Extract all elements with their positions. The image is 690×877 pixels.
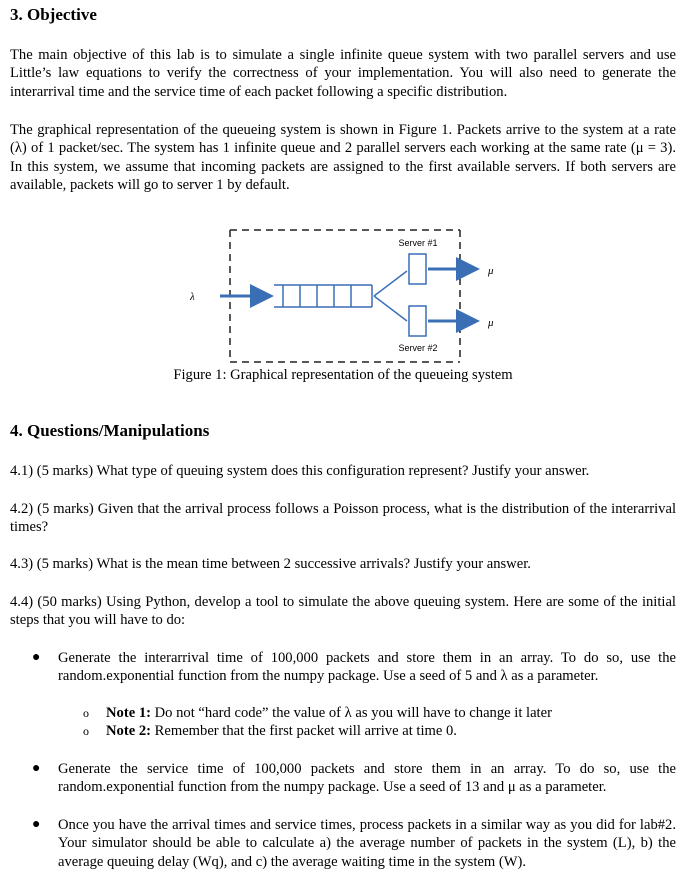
question-4-3: 4.3) (5 marks) What is the mean time between 2 successive arrivals? Justify your answer. — [10, 556, 531, 572]
server-1-label: Server #1 — [398, 238, 438, 248]
section-3-heading: 3. Objective — [10, 5, 97, 24]
list-item: o Note 1: Do not “hard code” the value of λ as you will have to change it later — [83, 705, 552, 721]
figure-caption: Figure 1: Graphical representation of the queueing system — [173, 367, 513, 383]
queue-diagram — [10, 224, 676, 374]
hollow-bullet-icon: o — [83, 706, 89, 720]
server-2-box — [409, 306, 426, 336]
list-item: ● Generate the service time of 100,000 packets and store them in an array. To do so, use the random.exponential function from the numpy package. Use a seed of 13 and μ as a parameter. — [32, 761, 676, 796]
branch-to-server-2 — [374, 296, 407, 321]
steps-list-a — [10, 649, 676, 686]
queue-buffer — [274, 285, 372, 307]
steps-list-b — [10, 760, 676, 797]
mu-label-1: μ — [488, 265, 494, 277]
list-item: ● Generate the interarrival time of 100,000 packets and store them in an array. To do so, use the random.exponential function from the numpy package. Use a seed of 5 and λ as a parameter. — [32, 650, 676, 685]
bullet-icon: ● — [32, 817, 41, 832]
list-item: ● Once you have the arrival times and service times, process packets in a similar way as you did for lab#2. Your simulator should be able to calculate a) the average number of packets in the system (L), b) the average queuing delay (Wq), and c) the average waiting time in the system (W). — [32, 817, 676, 870]
steps-list-c — [10, 816, 676, 871]
mu-label-2: μ — [488, 317, 494, 329]
objective-paragraph-1: The main objective of this lab is to simulate a single infinite queue system with two parallel servers and use Little’s law equations to verify the correctness of your implementation. You will also need to generate the interarrival time and the service time of each packet following a specific distribution. — [10, 47, 676, 100]
branch-to-server-1 — [374, 271, 407, 296]
objective-paragraph-2: The graphical representation of the queueing system is shown in Figure 1. Packets arrive to the system at a rate (λ) of 1 packet/sec. The system has 1 infinite queue and 2 parallel servers each working at the same rate (μ = 3). In this system, we assume that incoming packets are assigned to the first available servers. If both servers are available, packets will go to server 1 by default. — [10, 122, 676, 194]
bullet-icon: ● — [32, 761, 41, 776]
lambda-label: λ — [190, 291, 195, 303]
hollow-bullet-icon: o — [83, 724, 89, 739]
queueing-system-figure — [10, 224, 676, 384]
list-item: o Note 2: Remember that the first packet will arrive at time 0. — [83, 723, 457, 740]
server-2-label: Server #2 — [398, 343, 438, 353]
question-4-1: 4.1) (5 marks) What type of queuing system does this configuration represent? Justify your answer. — [10, 463, 590, 479]
bullet-icon: ● — [32, 650, 41, 665]
section-4-heading: 4. Questions/Manipulations — [10, 421, 210, 440]
notes-list — [10, 704, 676, 741]
question-4-4: 4.4) (50 marks) Using Python, develop a tool to simulate the above queuing system. Here are some of the initial steps that you will have to do: — [10, 594, 676, 629]
server-1-box — [409, 254, 426, 284]
question-4-2: 4.2) (5 marks) Given that the arrival process follows a Poisson process, what is the distribution of the interarrival times? — [10, 501, 676, 536]
